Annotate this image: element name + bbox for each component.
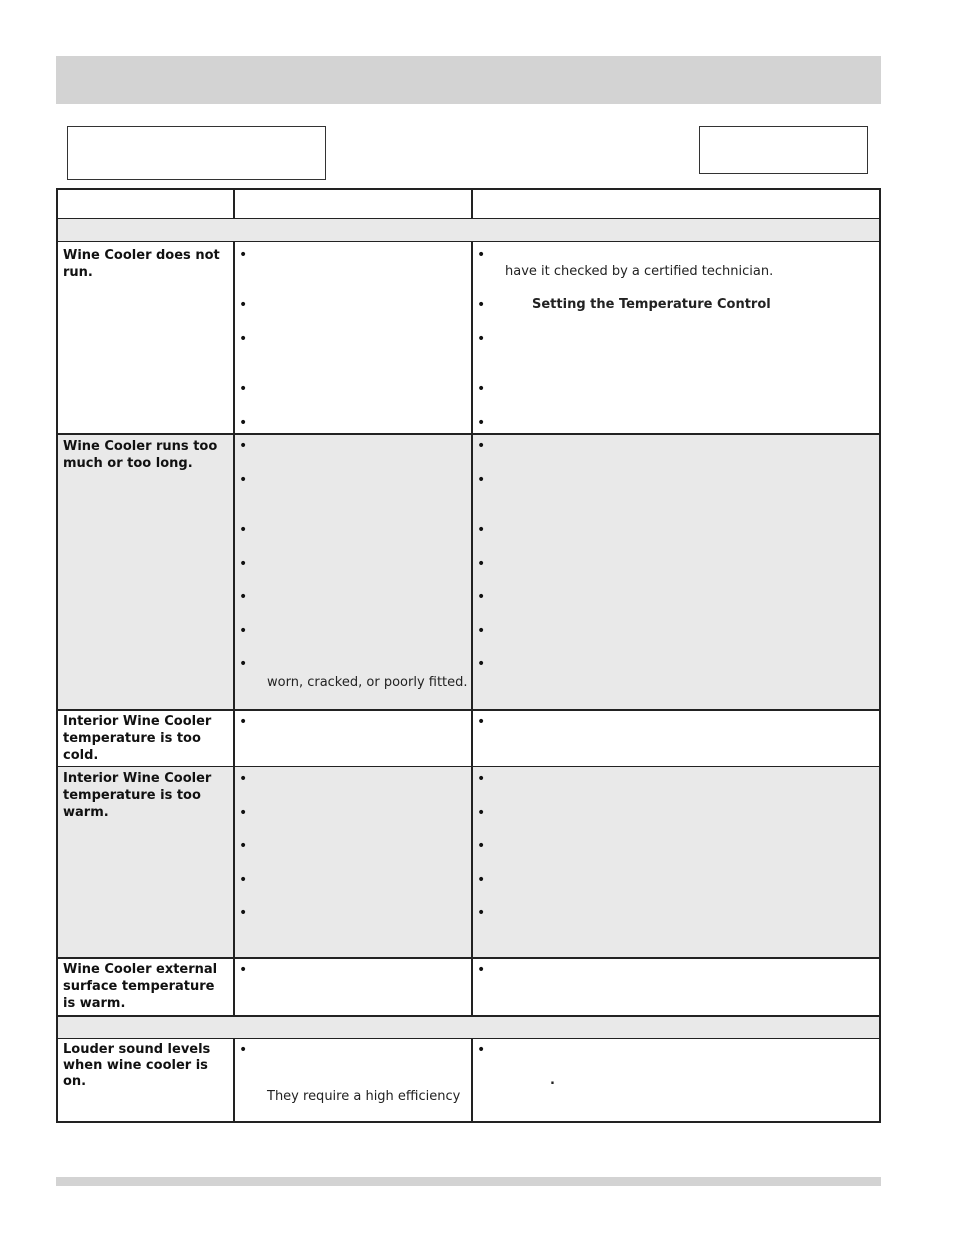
solution-bullet: • [477, 872, 486, 888]
solution-bullet: • [477, 771, 486, 787]
solution-bullet: • [477, 905, 486, 921]
cause-bullet: • [239, 331, 248, 347]
section-row-operation [58, 218, 879, 241]
solution-bullet: • [477, 589, 486, 605]
cause-bullet: • [239, 714, 248, 730]
problem-label: Interior Wine Cooler temperature is too warm. [63, 771, 212, 820]
cause-bullet: • [239, 247, 248, 263]
table-row-does-not-run [58, 241, 879, 434]
cause-bullet: • [239, 962, 248, 978]
table-row-louder-sound [58, 1038, 879, 1121]
cause-bullet: • [239, 656, 248, 672]
cause-bullet: • [239, 1042, 248, 1058]
problem-label: Wine Cooler external surface temperature is warm. [63, 962, 218, 1011]
table-row-external-warm [58, 957, 879, 1015]
solution-bullet: • [477, 623, 486, 639]
table-row-runs-too-long [58, 433, 879, 710]
solution-bullet: • [477, 962, 486, 978]
solution-bullet: • [477, 297, 486, 313]
cause-bullet: • [239, 438, 248, 454]
solution-bullet: • [477, 381, 486, 397]
table-header-row [58, 190, 879, 218]
header-title-box [67, 126, 326, 180]
section-row-sound [58, 1015, 879, 1039]
cause-bullet: • [239, 623, 248, 639]
solution-bullet: • [477, 522, 486, 538]
solution-bullet: • [477, 714, 486, 730]
solution-text: have it checked by a certified technician. [505, 264, 774, 279]
cause-text: worn, cracked, or poorly fitted. [267, 675, 468, 690]
problem-label: Wine Cooler runs too much or too long. [63, 439, 218, 471]
problem-label: Interior Wine Cooler temperature is too cold. [63, 714, 212, 763]
cause-bullet: • [239, 472, 248, 488]
header-page-box [699, 126, 868, 174]
cause-bullet: • [239, 771, 248, 787]
solution-bullet: • [477, 331, 486, 347]
cause-text: They require a high efficiency [267, 1089, 461, 1104]
cause-bullet: • [239, 522, 248, 538]
solution-bullet: • [477, 556, 486, 572]
cause-bullet: • [239, 415, 248, 431]
problem-label: Louder sound levels when wine cooler is on. [63, 1042, 211, 1089]
table-row-too-cold [58, 709, 879, 767]
cause-bullet: • [239, 872, 248, 888]
cause-bullet: • [239, 297, 248, 313]
cause-bullet: • [239, 381, 248, 397]
problem-label: Wine Cooler does not run. [63, 248, 220, 280]
troubleshooting-table [56, 188, 881, 1123]
cause-bullet: • [239, 905, 248, 921]
solution-bullet: • [477, 805, 486, 821]
solution-bullet: • [477, 656, 486, 672]
solution-bullet: • [477, 247, 486, 263]
cause-bullet: • [239, 805, 248, 821]
solution-bullet: • [477, 472, 486, 488]
page-footer-bar [56, 1177, 881, 1186]
solution-bullet: • [477, 1042, 486, 1058]
solution-text: . [550, 1073, 555, 1088]
cause-bullet: • [239, 556, 248, 572]
table-row-too-warm [58, 766, 879, 958]
solution-bullet: • [477, 838, 486, 854]
solution-bullet: • [477, 415, 486, 431]
cause-bullet: • [239, 838, 248, 854]
page-header-bar [56, 56, 881, 104]
solution-text-bold: Setting the Temperature Control [532, 297, 771, 312]
cause-bullet: • [239, 589, 248, 605]
solution-bullet: • [477, 438, 486, 454]
